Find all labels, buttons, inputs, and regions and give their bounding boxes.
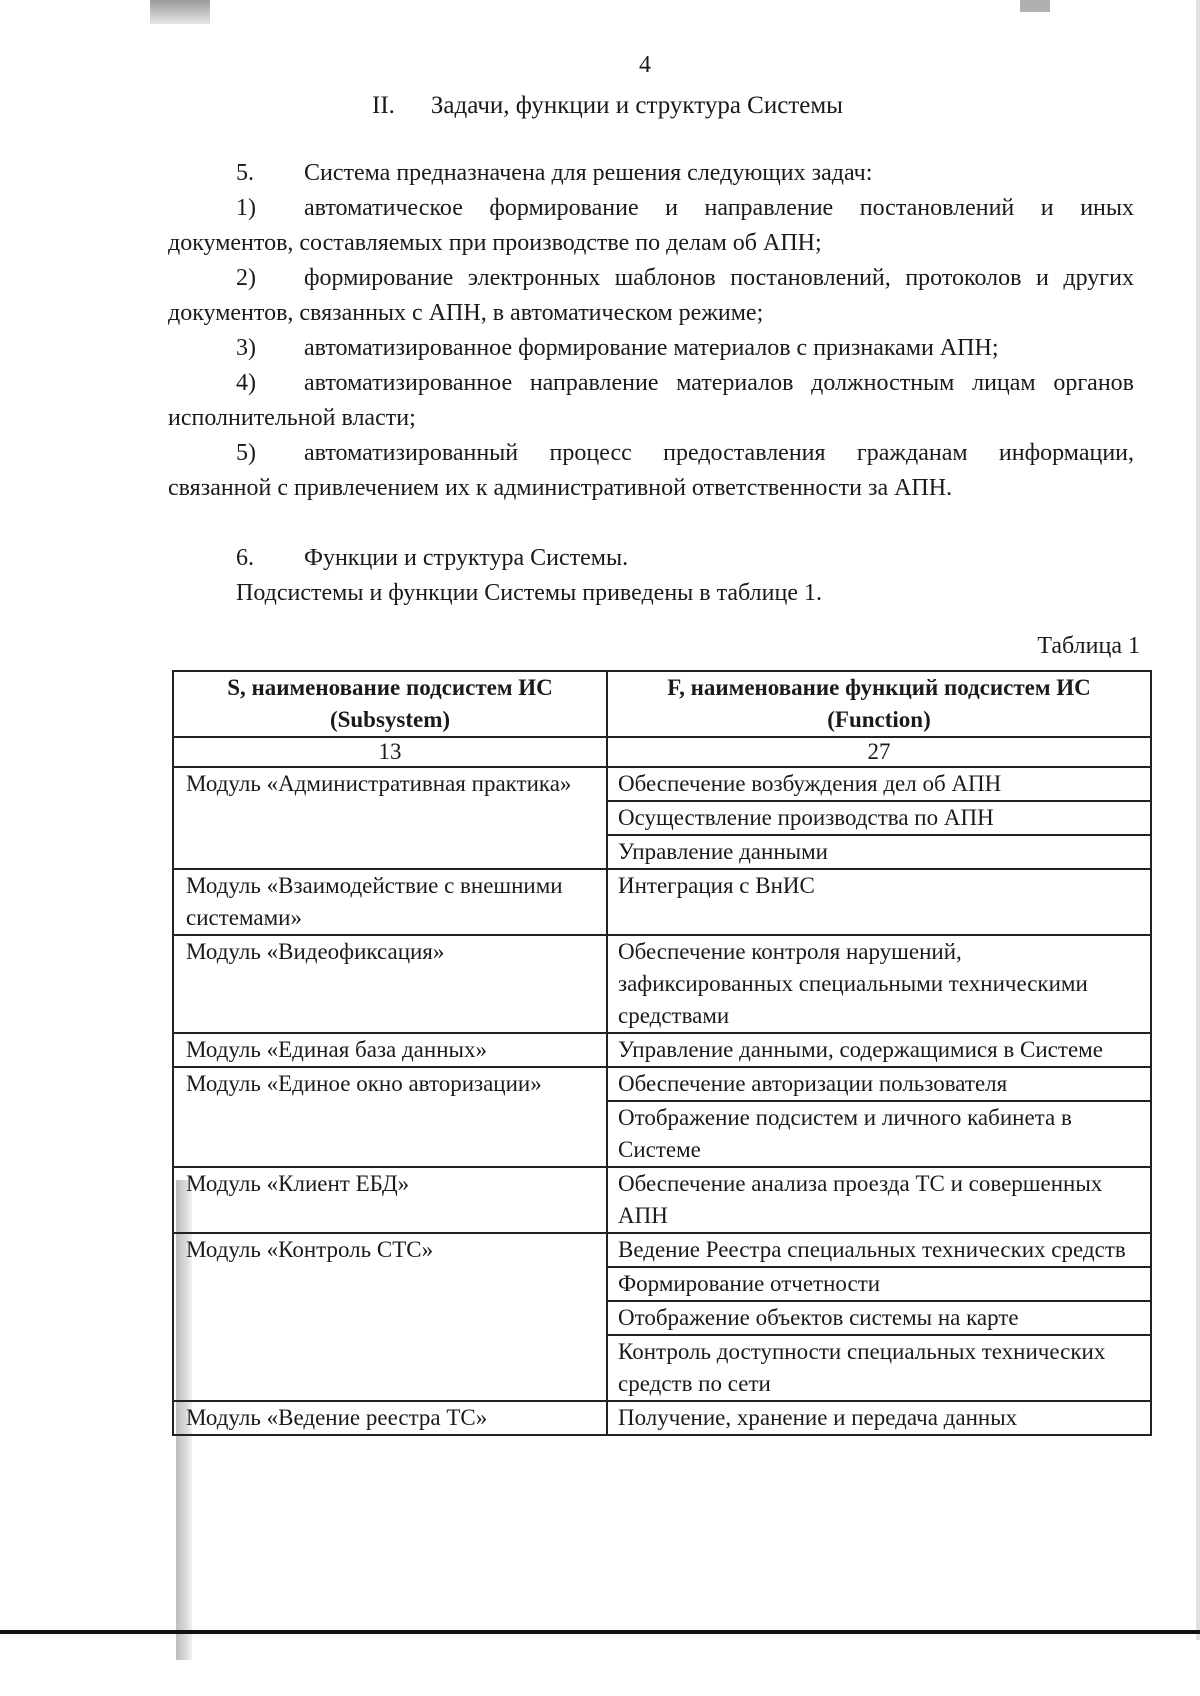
table-row [173, 1401, 1151, 1435]
table-row [173, 1033, 1151, 1067]
table-row [173, 767, 1151, 801]
scan-artifact-top-right [1020, 0, 1050, 12]
item-marker: 6. [236, 545, 254, 571]
table-row [173, 1233, 1151, 1267]
item-text: Система предназначена для решения следующих задач: [304, 160, 873, 186]
table-row [173, 1167, 1151, 1233]
task-marker: 5) [236, 440, 256, 466]
function-cell: Обеспечение возбуждения дел об АПН [607, 767, 1151, 801]
function-cell: Отображение объектов системы на карте [607, 1301, 1151, 1335]
section-heading [372, 92, 843, 120]
function-cell: Получение, хранение и передача данных [607, 1401, 1151, 1435]
function-cell: Формирование отчетности [607, 1267, 1151, 1301]
intro-text: Подсистемы и функции Системы приведены в таблице 1. [236, 580, 822, 606]
task-text: автоматическое формирование и направление постановлений и иных документов, составляемых при производстве по делам об АПН; [168, 195, 1134, 256]
function-cell: Обеспечение контроля нарушений, зафиксированных специальными техническими средствами [607, 935, 1151, 1033]
table-header-row [173, 671, 1151, 737]
count-subsystems: 13 [173, 737, 607, 767]
task-item [168, 366, 1134, 436]
function-cell: Ведение Реестра специальных технических средств [607, 1233, 1151, 1267]
count-functions: 27 [607, 737, 1151, 767]
task-text: формирование электронных шаблонов постановлений, протоколов и других документов, связанных с АПН, в автоматическом режиме; [168, 265, 1134, 326]
module-name: Модуль «Контроль СТС» [173, 1233, 607, 1401]
task-item [168, 436, 1134, 506]
header-subsystem: S, наименование подсистем ИС (Subsystem) [173, 671, 607, 737]
section-number: II. [372, 92, 395, 119]
module-name: Модуль «Единое окно авторизации» [173, 1067, 607, 1167]
item-marker: 5. [236, 160, 254, 186]
subsystems-table [172, 670, 1152, 1436]
function-cell: Отображение подсистем и личного кабинета в Системе [607, 1101, 1151, 1167]
task-item [168, 191, 1134, 261]
page-number: 4 [639, 52, 651, 78]
task-text: автоматизированный процесс предоставления гражданам информации, связанной с привлечением их к административной ответственности за АПН. [168, 440, 1134, 501]
task-item [168, 261, 1134, 331]
scan-artifact-bottom-rule [0, 1630, 1200, 1634]
table-row [173, 1067, 1151, 1101]
table-row [173, 935, 1151, 1033]
item-text: Функции и структура Системы. [304, 545, 629, 571]
scan-artifact-top-left [150, 0, 210, 24]
scan-artifact-right-edge [1196, 0, 1200, 1640]
table-count-row [173, 737, 1151, 767]
module-name: Модуль «Административная практика» [173, 767, 607, 869]
function-cell: Управление данными [607, 835, 1151, 869]
function-cell: Интеграция с ВнИС [607, 869, 1151, 935]
table-caption: Таблица 1 [1037, 633, 1140, 659]
function-cell: Контроль доступности специальных технических средств по сети [607, 1335, 1151, 1401]
function-cell: Обеспечение авторизации пользователя [607, 1067, 1151, 1101]
function-cell: Обеспечение анализа проезда ТС и совершенных АПН [607, 1167, 1151, 1233]
header-function: F, наименование функций подсистем ИС (Function) [607, 671, 1151, 737]
function-cell: Осуществление производства по АПН [607, 801, 1151, 835]
module-name: Модуль «Взаимодействие с внешними системами» [173, 869, 607, 935]
task-text: автоматизированное формирование материалов с признаками АПН; [304, 335, 999, 361]
paragraph-intro [168, 576, 1134, 611]
task-item [168, 331, 1134, 366]
module-name: Модуль «Ведение реестра ТС» [173, 1401, 607, 1435]
module-name: Модуль «Видеофиксация» [173, 935, 607, 1033]
task-marker: 4) [236, 370, 256, 396]
function-cell: Управление данными, содержащимися в Системе [607, 1033, 1151, 1067]
section-title: Задачи, функции и структура Системы [430, 92, 843, 119]
module-name: Модуль «Клиент ЕБД» [173, 1167, 607, 1233]
task-marker: 3) [236, 335, 256, 361]
table-row [173, 869, 1151, 935]
task-marker: 1) [236, 195, 256, 221]
paragraph-item-5 [168, 156, 1134, 191]
module-name: Модуль «Единая база данных» [173, 1033, 607, 1067]
paragraph-item-6 [168, 541, 1134, 576]
task-marker: 2) [236, 265, 256, 291]
task-text: автоматизированное направление материалов должностным лицам органов исполнительной власти; [168, 370, 1134, 431]
